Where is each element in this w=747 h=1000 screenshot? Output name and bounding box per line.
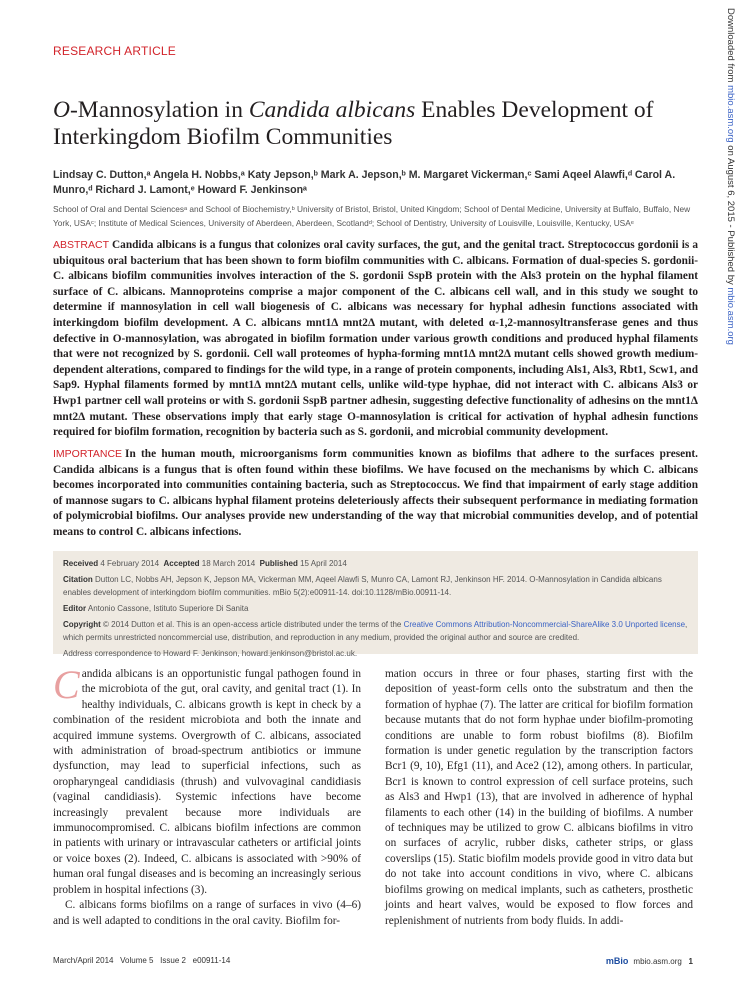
copyright-text-end: , which permits unrestricted noncommercial use, distribution, and reproduction in any medium, provided the original author and source are credited. — [63, 620, 688, 642]
importance-text: In the human mouth, microorganisms form communities known as biofilms that adhere to the surfaces present. Candida albicans is a fungus that is often found within these biofilms. We have focused on the mechanisms by which C. albicans becomes incorporated into communities containing bacteria, such as Streptococcus. We find that impairment of early stage addition of mannose sugars to C. albicans hyphal filament proteins deleteriously affects their subsequent performance in mediating formation of polymicrobial biofilms. Our analyses provide new understanding of the way that microbial communities develop, and of potential means to control C. albicans infections. — [53, 448, 698, 538]
published-label: Published — [259, 559, 298, 568]
article-info-box — [53, 551, 698, 658]
journal-site: mbio.asm.org — [633, 957, 682, 966]
page-number: 1 — [688, 957, 693, 966]
received-date: 4 February 2014 — [100, 559, 160, 568]
license-link[interactable]: Creative Commons Attribution-Noncommercial-ShareAlike 3.0 Unported license — [403, 620, 686, 629]
sidebar-text: Downloaded from — [725, 8, 736, 86]
editor-label: Editor — [63, 604, 87, 613]
issue-info: March/April 2014 Volume 5 Issue 2 e00911-14 — [53, 956, 231, 965]
drop-cap: C — [53, 662, 80, 707]
body-column-right — [385, 667, 693, 929]
body-paragraph: C. albicans forms biofilms on a range of surfaces in vivo (4–6) and is well adapted to conditions in the oral cavity. Biofilm for- — [53, 899, 361, 927]
correspondence: Address correspondence to Howard F. Jenkinson, howard.jenkinson@bristol.ac.uk. — [63, 649, 358, 658]
accepted-label: Accepted — [163, 559, 200, 568]
accepted-date: 18 March 2014 — [201, 559, 256, 568]
importance-label: IMPORTANCE — [53, 448, 123, 460]
body-column-left — [53, 662, 361, 929]
title-part: Candida albicans — [248, 97, 416, 123]
citation-text: Dutton LC, Nobbs AH, Jepson K, Jepson MA, Vickerman MM, Aqeel Alawfi S, Munro CA, Lamont RJ, Jenkinson HF. 2014. O-Mannosylation in Candida albicans enables development of interkingdom biofilm communities. mBio 5(2):e00911-14. doi:10.1128/mBio.00911-14. — [63, 575, 662, 597]
page-footer — [53, 956, 693, 965]
abstract — [53, 238, 698, 441]
title-part: Enables Development of Interkingdom Biofilm Communities — [53, 97, 654, 150]
sidebar-text: on August 6, 2015 - Published by — [725, 142, 736, 288]
copyright-label: Copyright — [63, 620, 101, 629]
abstract-label: ABSTRACT — [53, 239, 110, 251]
title-part: O — [53, 97, 70, 123]
editor-name: Antonio Cassone, Istituto Superiore Di Sanita — [87, 604, 249, 613]
published-date: 15 April 2014 — [300, 559, 347, 568]
affiliations: School of Oral and Dental Sciencesᵃ and School of Biochemistry,ᵇ University of Bristol, Bristol, United Kingdom; School of Dental Medicine, University at Buffalo, Buffalo, New York, USAᶜ; Institute of Medical Sciences, University of Aberdeen, Aberdeen, Scotlandᵈ; School of Dentistry, University of Louisville, Louisville, Kentucky, USAᵉ — [53, 204, 691, 228]
importance — [53, 447, 698, 541]
title-part: -Mannosylation in — [69, 97, 249, 123]
copyright-text: © 2014 Dutton et al. This is an open-access article distributed under the terms of the — [103, 620, 404, 629]
author-list: Lindsay C. Dutton,ᵃ Angela H. Nobbs,ᵃ Katy Jepson,ᵇ Mark A. Jepson,ᵇ M. Margaret Vickerman,ᶜ Sami Aqeel Alawfi,ᵈ Carol A. Munro,ᵈ Richard J. Lamont,ᵉ Howard F. Jenkinsonᵃ — [53, 169, 676, 196]
body-paragraph: andida albicans is an opportunistic fungal pathogen found in the microbiota of the gut, oral cavity, and genital tract (1). In healthy individuals, C. albicans growth is kept in check by a combination of the resident microbiota and both the innate and acquired immune systems. Overgrowth of C. albicans, associated with administration of broad-spectrum antibiotics or immune dysfunction, may lead to superficial infections, such as oropharyngeal candidiasis (thrush) and vulvovaginal candidiasis (vaginal candidiasis). Systemic infections have become increasingly prevalent because more individuals are immunocompromised. C. albicans biofilm infections are common in patients with urinary or intravascular catheters or artificial joints or voice boxes (2). Indeed, C. albicans is associated with >90% of human oral fungal diseases and is becoming an increasingly serious problem in hospital infections (3). — [53, 668, 361, 896]
article-title — [53, 97, 673, 151]
sidebar-link[interactable]: mbio.asm.org — [725, 85, 736, 143]
body-paragraph: mation occurs in three or four phases, starting first with the deposition of yeast-form cells onto the substratum and then the formation of hyphae (7). The latter are critical for biofilm formation because mutants that do not form hyphae under biofilm-promoting conditions are unable to form robust biofilms (8). Biofilm formation is under genetic regulation by the transcription factors Bcr1 (9, 10), Efg1 (11), and Ace2 (12), among others. In particular, Bcr1 is known to control expression of cell surface proteins, such as Als3 and Hwp1 (13), that are involved in adherence of hyphal filaments to each other (14) in the building of biofilms. A number of techniques may be utilized to grow C. albicans biofilms in vitro on surfaces of acrylic, rubber disks, catheter strips, or glass coverslips (15). Static biofilm models provide good in vitro data but do not take into account conditions in vivo, where C. albicans biofilms growing on medical implants, such as catheters, prosthetic joints and heart valves, would be exposed to flow forces and replenishment of nutrients from body fluids. In addi- — [385, 668, 693, 927]
article-type-label: RESEARCH ARTICLE — [53, 44, 177, 58]
received-label: Received — [63, 559, 99, 568]
citation-label: Citation — [63, 575, 93, 584]
abstract-text: Candida albicans is a fungus that colonizes oral cavity surfaces, the gut, and the genital tract. Streptococcus gordonii is a ubiquitous oral bacterium that has been shown to form biofilm communities with C. albicans. Formation of dual-species S. gordonii-C. albicans biofilm communities involves interaction of the S. gordonii SspB protein with the Als3 protein on the hyphal filament surface of C. albicans. Mannoproteins comprise a major component of the C. albicans cell wall, and in this study we sought to determine if mannosylation in cell wall biogenesis of C. albicans was necessary for hyphal adhesin functions associated with interkingdom biofilm development. A C. albicans mnt1Δ mnt2Δ mutant, with deleted α-1,2-mannosyltransferase genes and thus defective in O-mannosylation, was abrogated in biofilm formation under various growth conditions and produced hyphal filaments that were not recognized by S. gordonii. Cell wall proteomes of hypha-forming mnt1Δ mnt2Δ mutant cells showed growth medium-dependent alterations, compared to findings for the wild type, in a range of protein components, including Als1, Als3, Rbt1, Scw1, and Sap9. Hyphal filaments formed by mnt1Δ mnt2Δ mutant cells, unlike wild-type hyphae, did not interact with C. albicans Als3 or Hwp1 partner cell wall proteins or with S. gordonii SspB partner adhesin, suggesting defective functionality of adhesins on the mnt1Δ mnt2Δ mutant. These observations imply that early stage O-mannosylation is critical for activation of hyphal adhesin functions required for biofilm formation, recognition by bacteria such as S. gordonii, and microbial community development. — [53, 239, 698, 439]
mbio-logo: mBio — [605, 956, 629, 966]
sidebar-link[interactable]: mbio.asm.org — [725, 287, 736, 345]
